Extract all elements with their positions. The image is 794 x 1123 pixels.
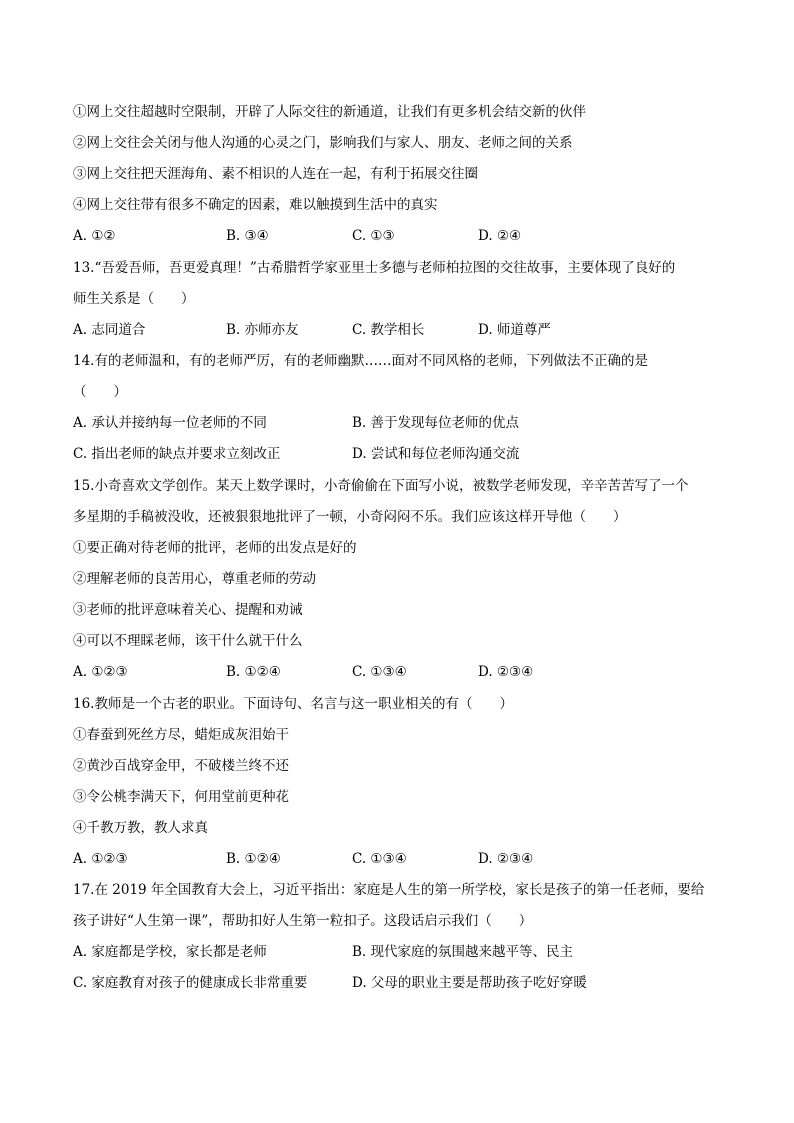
q16-item-4: ④千教万教，教人求真 [73,820,208,836]
q14-option-b: B. 善于发现每位老师的优点 [352,415,520,431]
q15-item-2: ②理解老师的良苦用心，尊重老师的劳动 [73,571,316,587]
q13-option-a: A. 志同道合 [73,322,146,338]
q17-option-d: D. 父母的职业主要是帮助孩子吃好穿暖 [352,975,587,991]
q14-option-c: C. 指出老师的缺点并要求立刻改正 [73,446,281,462]
q14-stem-line-1: 14.有的老师温和，有的老师严厉，有的老师幽默……面对不同风格的老师，下列做法不正确的是 [73,353,648,369]
q16-item-2: ②黄沙百战穿金甲，不破楼兰终不还 [73,758,289,774]
q15-option-c: C. ①③④ [352,664,407,680]
q12-item-3: ③网上交往把天涯海角、素不相识的人连在一起，有利于拓展交往圈 [73,166,478,182]
q17-option-b: B. 现代家庭的氛围越来越平等、民主 [352,944,574,960]
q14-option-d: D. 尝试和每位老师沟通交流 [352,446,520,462]
q16-option-b: B. ①②④ [226,851,281,867]
q12-item-1: ①网上交往超越时空限制，开辟了人际交往的新通道，让我们有更多机会结交新的伙伴 [73,104,586,120]
q17-stem-line-2: 孩子讲好“人生第一课”，帮助扣好人生第一粒扣子。这段话启示我们（ ） [73,913,533,929]
q17-option-a: A. 家庭都是学校，家长都是老师 [73,944,267,960]
q15-item-1: ①要正确对待老师的批评，老师的出发点是好的 [73,540,357,556]
q16-option-a: A. ①②③ [73,851,128,867]
q14-option-a: A. 承认并接纳每一位老师的不同 [73,415,267,431]
q15-stem-line-1: 15.小奇喜欢文学创作。某天上数学课时，小奇偷偷在下面写小说，被数学老师发现，辛辛苦苦写了一个 [73,478,689,494]
q12-item-4: ④网上交往带有很多不确定的因素，难以触摸到生活中的真实 [73,197,438,213]
q15-option-d: D. ②③④ [478,664,534,680]
q15-option-b: B. ①②④ [226,664,281,680]
q17-stem-line-1: 17.在 2019 年全国教育大会上，习近平指出：家庭是人生的第一所学校，家长是孩子的第一任老师，要给 [73,882,705,898]
q16-option-d: D. ②③④ [478,851,534,867]
q16-stem-line-1: 16.教师是一个古老的职业。下面诗句、名言与这一职业相关的有（ ） [73,696,513,712]
q13-option-d: D. 师道尊严 [478,322,551,338]
q16-item-1: ①春蚕到死丝方尽，蜡炬成灰泪始干 [73,727,289,743]
q12-item-2: ②网上交往会关闭与他人沟通的心灵之门，影响我们与家人、朋友、老师之间的关系 [73,135,573,151]
q12-option-c: C. ①③ [352,228,395,244]
q14-stem-line-2: （ ） [73,384,127,400]
q12-option-b: B. ③④ [226,228,269,244]
q13-stem-line-1: 13.“吾爱吾师，吾更爱真理！”古希腊哲学家亚里士多德与老师柏拉图的交往故事，主要体现了良好的 [73,260,676,276]
q15-stem-line-2: 多星期的手稿被没收，还被狠狠地批评了一顿，小奇闷闷不乐。我们应该这样开导他（ ） [73,509,627,525]
q15-item-3: ③老师的批评意味着关心、提醒和劝诫 [73,602,303,618]
q16-option-c: C. ①③④ [352,851,407,867]
q13-stem-line-2: 师生关系是（ ） [73,291,195,307]
q13-option-b: B. 亦师亦友 [226,322,299,338]
q15-option-a: A. ①②③ [73,664,128,680]
q12-option-d: D. ②④ [478,228,522,244]
q13-option-c: C. 教学相长 [352,322,425,338]
q12-option-a: A. ①② [73,228,116,244]
q16-item-3: ③令公桃李满天下，何用堂前更种花 [73,789,289,805]
q17-option-c: C. 家庭教育对孩子的健康成长非常重要 [73,975,308,991]
q15-item-4: ④可以不理睬老师，该干什么就干什么 [73,633,303,649]
